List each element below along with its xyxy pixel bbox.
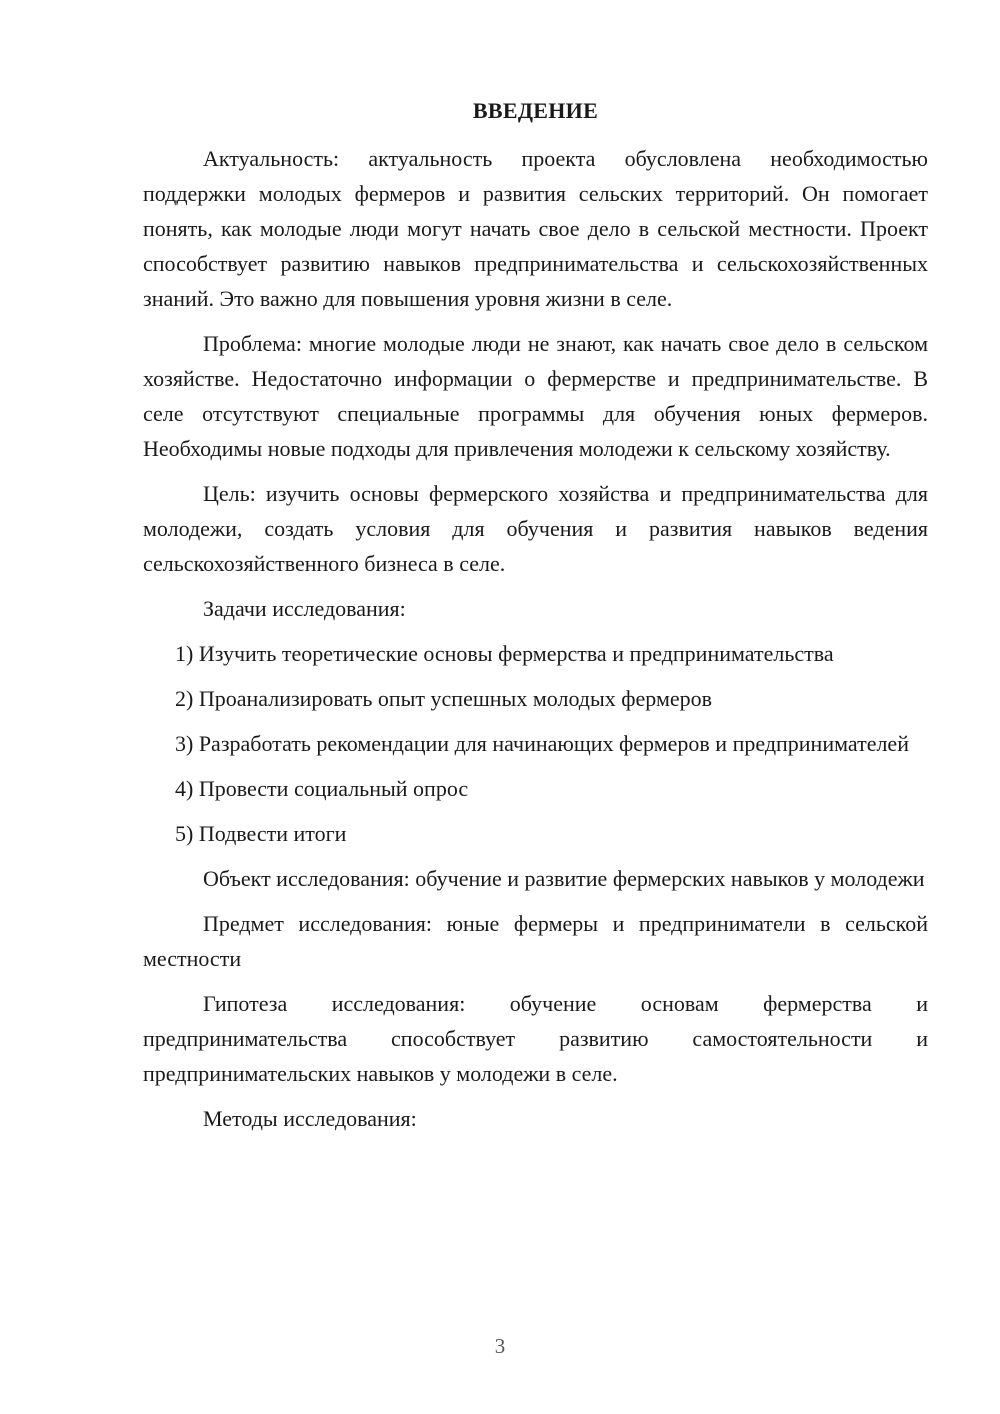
paragraph-relevance: Актуальность: актуальность проекта обусловлена необходимостью поддержки молодых фермеров и развития сельских территорий. Он помогает понять, как молодые люди могут начать свое дело в сельской местности. Проект способствует развитию навыков предпринимательства и сельскохозяйственных знаний. Это важно для повышения уровня жизни в селе. (143, 146, 928, 311)
task-item-3: 3) Разработать рекомендации для начинающих фермеров и предпринимателей (175, 731, 909, 756)
paragraph-object: Объект исследования: обучение и развитие фермерских навыков у молодежи (203, 866, 925, 891)
paragraph-goal: Цель: изучить основы фермерского хозяйства и предпринимательства для молодежи, создать условия для обучения и развития навыков ведения сельскохозяйственного бизнеса в селе. (143, 481, 928, 576)
paragraph-subject: Предмет исследования: юные фермеры и предприниматели в сельской местности (143, 911, 928, 971)
task-item-4: 4) Провести социальный опрос (175, 776, 469, 801)
document-page (143, 96, 928, 1146)
task-item-2: 2) Проанализировать опыт успешных молодых фермеров (175, 686, 713, 711)
paragraph-hypothesis: Гипотеза исследования: обучение основам фермерства и предпринимательства способствует развитию самостоятельности и предпринимательских навыков у молодежи в селе. (143, 991, 928, 1086)
paragraph-tasks-heading: Задачи исследования: (203, 596, 406, 621)
paragraph-problem: Проблема: многие молодые люди не знают, как начать свое дело в сельском хозяйстве. Недостаточно информации о фермерстве и предпринимательстве. В селе отсутствуют специальные программы для обучения юных фермеров. Необходимы новые подходы для привлечения молодежи к сельскому хозяйству. (143, 331, 928, 461)
section-title: ВВЕДЕНИЕ (472, 98, 599, 123)
task-item-5: 5) Подвести итоги (175, 821, 347, 846)
paragraph-methods-heading: Методы исследования: (203, 1106, 417, 1131)
page-number: 3 (494, 1334, 506, 1358)
task-item-1: 1) Изучить теоретические основы фермерства и предпринимательства (175, 641, 834, 666)
